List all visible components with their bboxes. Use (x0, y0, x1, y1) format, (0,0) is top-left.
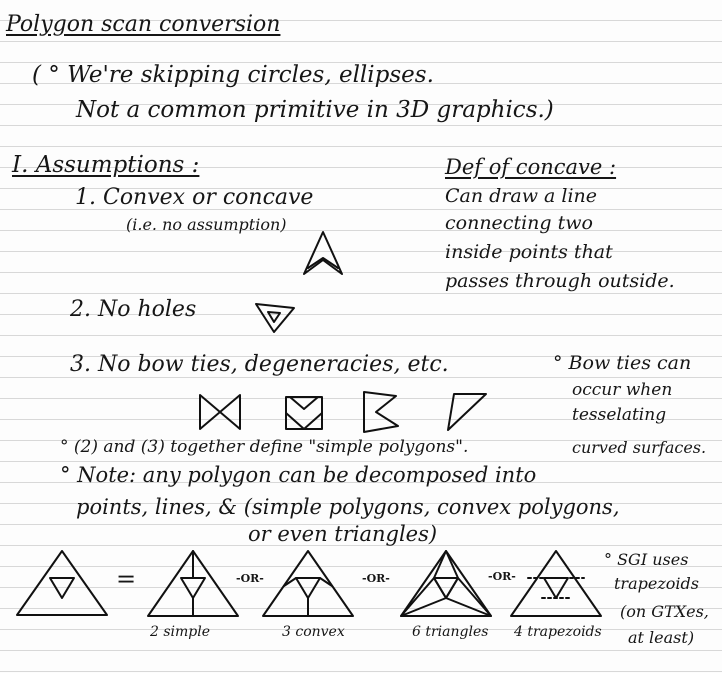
assumption-3: 3. No bow ties, degeneracies, etc. (70, 352, 449, 377)
decomposition-4-trapezoids-icon (508, 548, 604, 620)
section-heading: I. Assumptions : (12, 152, 200, 178)
bullet-note-line-1: ° Note: any polygon can be decomposed into (60, 463, 537, 487)
decomposition-2-simple-icon (145, 548, 241, 620)
assumption-1: 1. Convex or concave (75, 185, 314, 210)
bullet-note-line-3: or even triangles) (248, 522, 438, 546)
triangle-with-hole-icon (252, 298, 298, 334)
sgi-note-line-3: (on GTXes, (620, 602, 709, 621)
bowtie-note-line-2: occur when (572, 380, 673, 400)
decomp-label-4-trapezoids: 4 trapezoids (514, 624, 602, 640)
decomposition-3-convex-icon (260, 548, 356, 620)
equals-sign: = (116, 565, 137, 593)
skipping-note-line1: ( ° We're skipping circles, ellipses. (32, 62, 434, 88)
bowtie-note-line-4: curved surfaces. (572, 438, 707, 457)
assumption-1-sub: (i.e. no assumption) (126, 215, 287, 234)
skipping-note-line2: Not a common primitive in 3D graphics.) (76, 97, 554, 123)
assumption-2: 2. No holes (70, 297, 197, 322)
or-label-3: -OR- (488, 570, 516, 583)
bowtie-note-line-3: tesselating (572, 405, 667, 425)
or-label-2: -OR- (362, 572, 390, 585)
sgi-note-line-4: at least) (628, 628, 695, 647)
decomp-label-3-convex: 3 convex (282, 624, 345, 640)
page-title: Polygon scan conversion (6, 12, 281, 37)
folded-shape-icon (360, 390, 400, 434)
bullet-note-line-2: points, lines, & (simple polygons, convex polygons, (76, 495, 620, 519)
concave-def-heading: Def of concave : (445, 155, 617, 179)
degenerate-line-shape-icon (444, 390, 488, 432)
decomp-label-2-simple: 2 simple (150, 624, 211, 640)
decomp-label-6-triangles: 6 triangles (412, 624, 489, 640)
degenerate-square-icon (282, 393, 326, 433)
decomposition-6-triangles-icon (398, 548, 494, 620)
or-label-1: -OR- (236, 572, 264, 585)
concave-def-line-1: Can draw a line (445, 185, 598, 207)
sgi-note-line-1: ° SGI uses (604, 550, 689, 569)
polygon-with-hole-icon (14, 548, 110, 618)
concave-def-line-3: inside points that (445, 241, 613, 263)
bowtie-note-line-1: ° Bow ties can (553, 352, 692, 374)
bowtie-icon (198, 393, 242, 431)
bullet-simple-polygons: ° (2) and (3) together define "simple polygons". (60, 437, 469, 457)
sgi-note-line-2: trapezoids (614, 574, 699, 593)
concave-def-line-2: connecting two (445, 212, 593, 234)
concave-triangle-icon (300, 230, 346, 278)
concave-def-line-4: passes through outside. (445, 270, 675, 292)
